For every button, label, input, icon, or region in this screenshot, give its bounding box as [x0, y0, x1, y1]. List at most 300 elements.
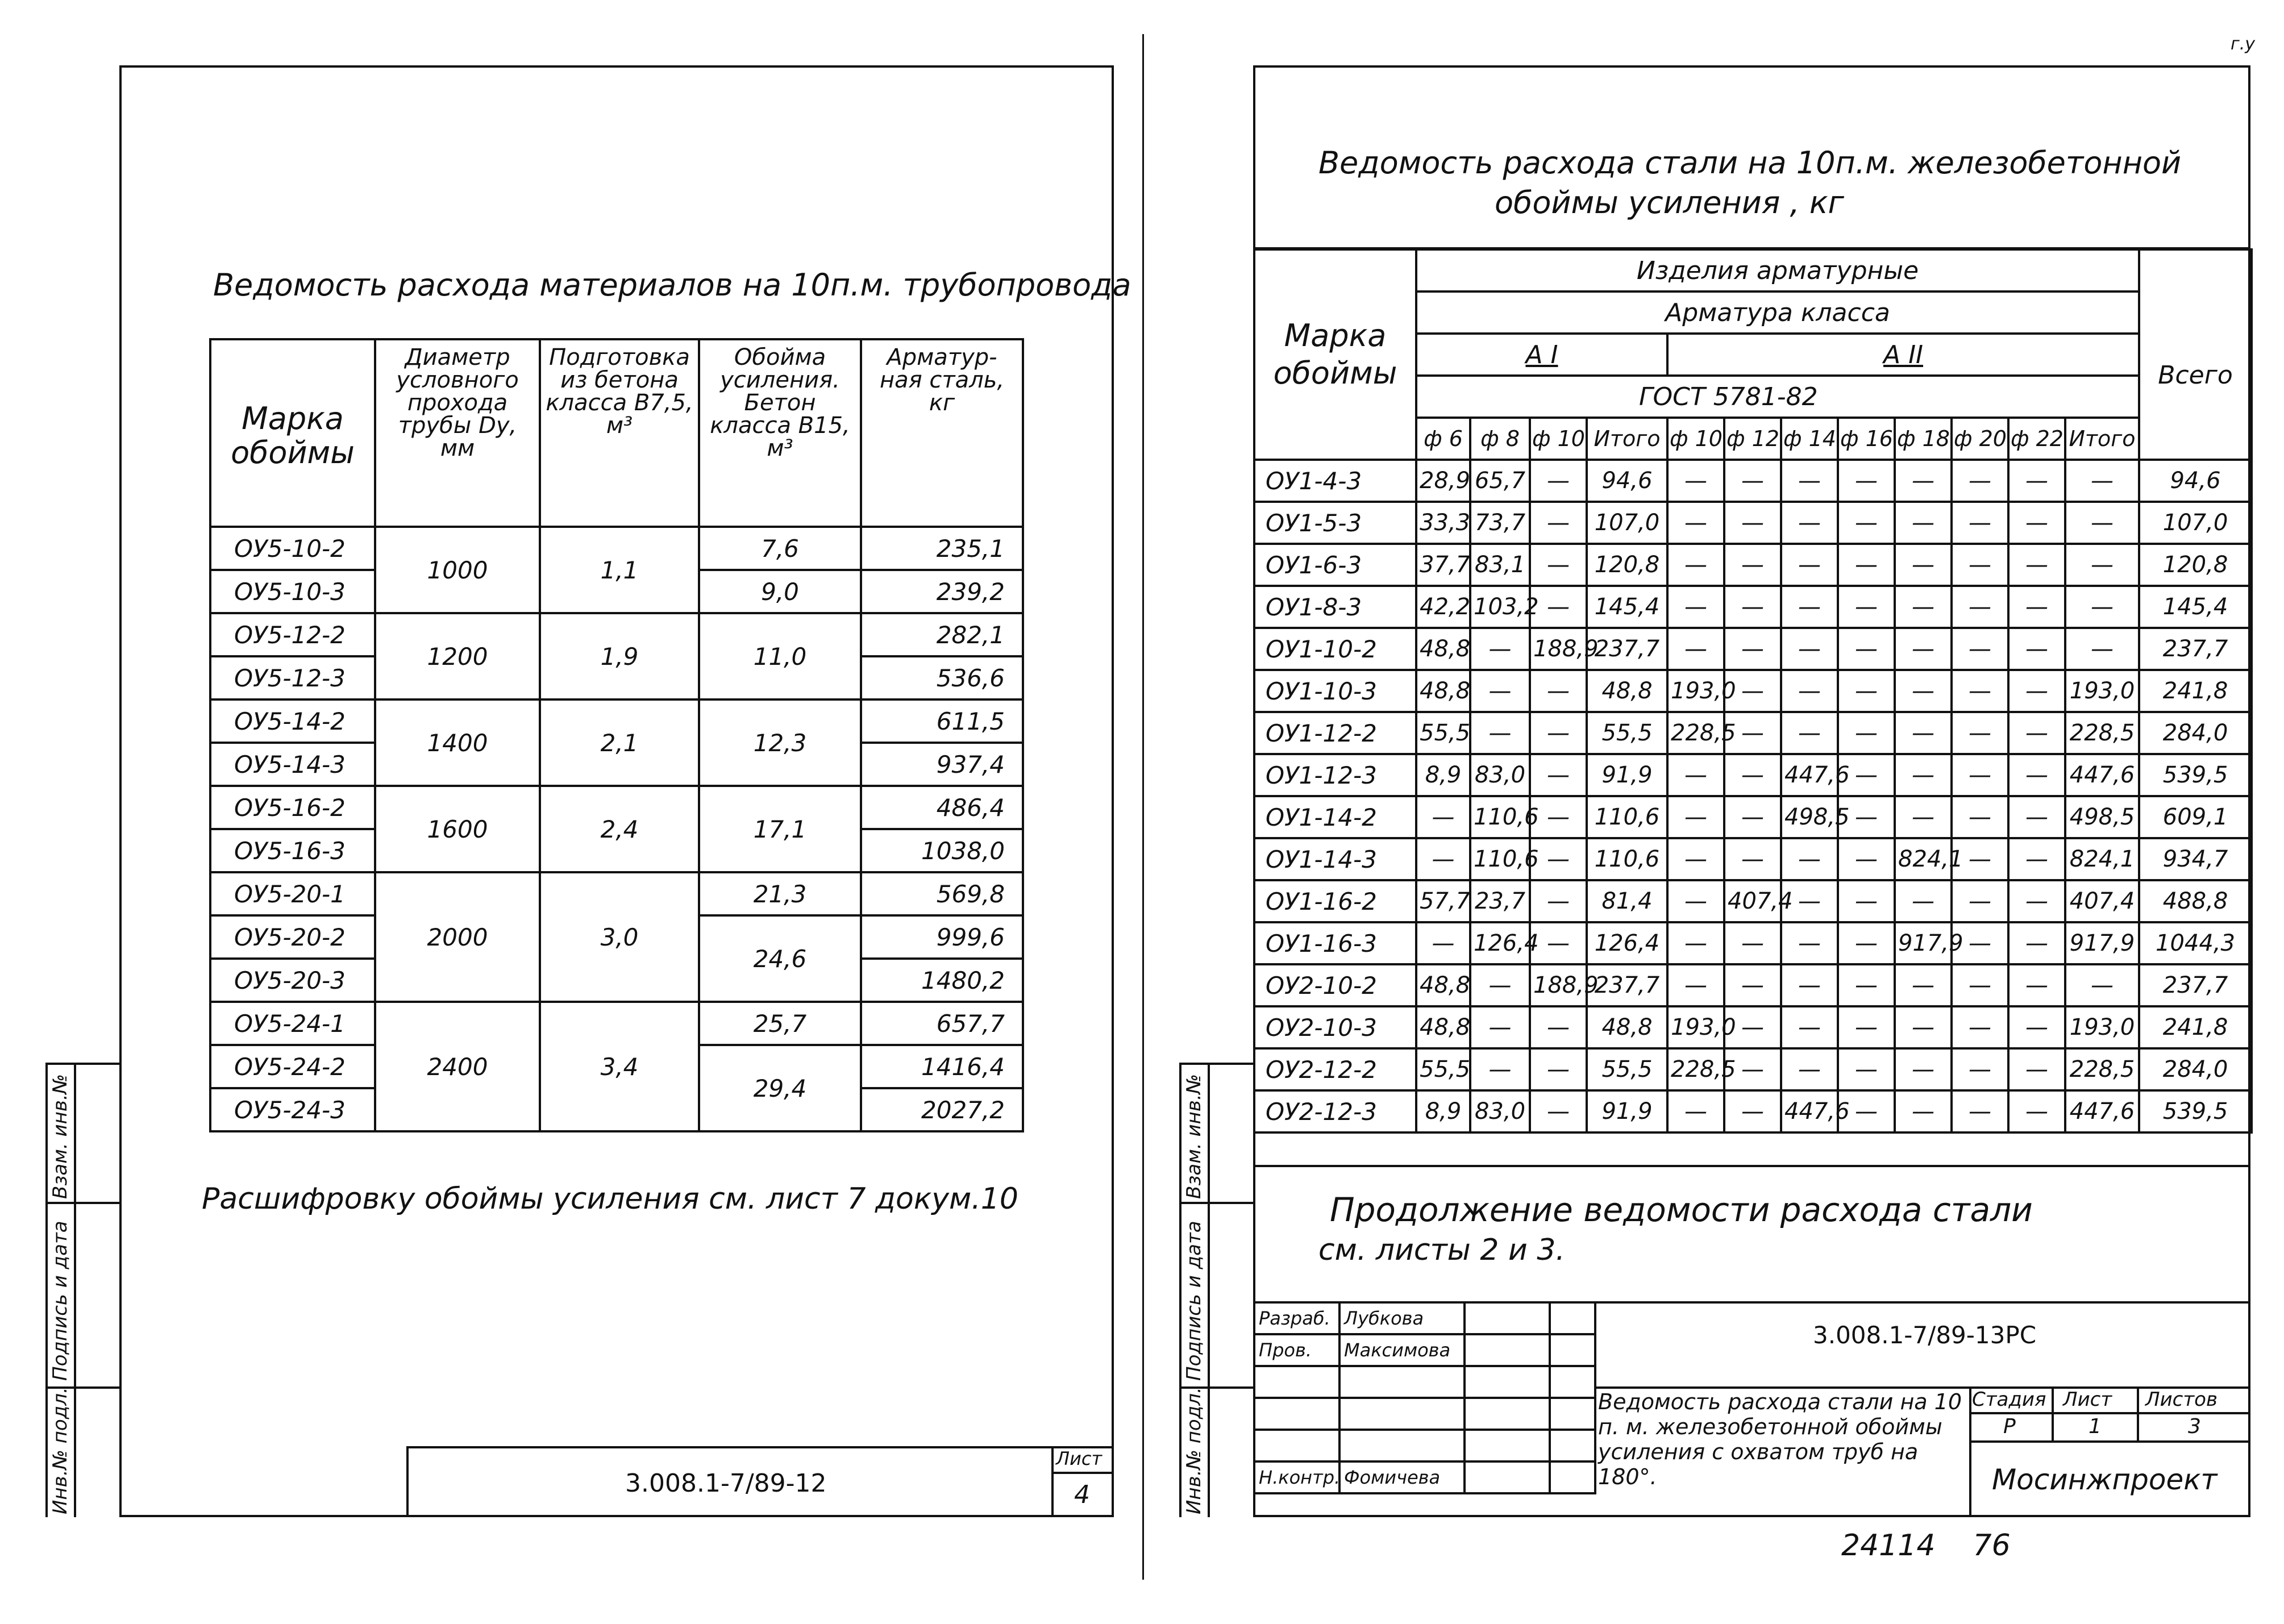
group-prep: 1,1	[540, 527, 699, 613]
row-value: —	[1470, 628, 1530, 670]
row-value: —	[1781, 460, 1838, 502]
table-row	[1254, 502, 2252, 544]
row-value: 120,8	[1587, 544, 1667, 586]
row-rebar: 657,7	[861, 1002, 1023, 1045]
row-value: —	[1781, 964, 1838, 1006]
row-value: —	[1667, 880, 1724, 922]
row-value: 110,6	[1470, 838, 1530, 880]
row-value: —	[1895, 796, 1952, 838]
group-shell: 24,6	[699, 915, 861, 1002]
right-stamp-org: Мосинжпроект	[1992, 1463, 2218, 1496]
row-value: 193,0	[1667, 1006, 1724, 1048]
row-value: —	[1470, 712, 1530, 754]
row-rebar: 282,1	[861, 613, 1023, 656]
row-value: 407,4	[2065, 880, 2139, 922]
row-value: —	[2008, 712, 2065, 754]
row-value: —	[1530, 1006, 1587, 1048]
row-value: —	[2008, 544, 2065, 586]
table-row	[1254, 712, 2252, 754]
row-value: —	[2008, 1006, 2065, 1048]
right-stamp-stage-label: Стадия	[1972, 1388, 2046, 1411]
left-stamp-sheetbox	[1051, 1446, 1054, 1517]
row-value: —	[2008, 670, 2065, 712]
right-corner-mark: г.у	[2231, 34, 2256, 54]
row-mark: ОУ2-10-2	[1254, 964, 1416, 1006]
row-value: 65,7	[1470, 460, 1530, 502]
sub-header: ф 14	[1781, 418, 1838, 460]
row-value: —	[1838, 628, 1895, 670]
row-rebar: 2027,2	[861, 1088, 1023, 1131]
group-prep: 3,4	[540, 1002, 699, 1131]
row-value: —	[1781, 712, 1838, 754]
group-prep: 2,4	[540, 786, 699, 872]
signature-mark	[1465, 1430, 1550, 1461]
row-value: —	[2065, 628, 2139, 670]
sub-header: ф 16	[1838, 418, 1895, 460]
col-header-mark: Марка обоймы	[210, 339, 375, 527]
row-value: 228,5	[2065, 712, 2139, 754]
right-stamp-col	[2052, 1386, 2054, 1440]
row-value: —	[1724, 964, 1781, 1006]
row-value: —	[2065, 460, 2139, 502]
row-value: 37,7	[1416, 544, 1470, 586]
row-value: 110,6	[1470, 796, 1530, 838]
right-stamp-code: 3.008.1-7/89-13РС	[1813, 1321, 2037, 1349]
table-row-mark: ОУ5-24-2	[210, 1045, 375, 1088]
row-value: —	[1781, 838, 1838, 880]
col-header-rebar: Арматур-ная сталь, кг	[861, 339, 1023, 527]
row-value: 48,8	[1587, 1006, 1667, 1048]
row-value: 48,8	[1416, 670, 1470, 712]
row-value: 23,7	[1470, 880, 1530, 922]
row-value: 94,6	[1587, 460, 1667, 502]
header-rebar-class: Арматура класса	[1416, 292, 2139, 334]
row-value: —	[1724, 1090, 1781, 1132]
signature-date	[1550, 1461, 1595, 1493]
row-mark: ОУ1-16-3	[1254, 922, 1416, 964]
row-value: —	[1952, 964, 2008, 1006]
row-value: —	[1530, 922, 1587, 964]
row-value: —	[2065, 502, 2139, 544]
left-margin-divider	[45, 1202, 119, 1204]
left-stamp-sheetbox-divider	[1051, 1472, 1114, 1474]
right-sheet-title-2: обоймы усиления , кг	[1495, 185, 1844, 220]
table-row	[1254, 670, 2252, 712]
left-margin-divider	[74, 1063, 76, 1517]
row-value: 55,5	[1587, 712, 1667, 754]
row-value: —	[2008, 586, 2065, 628]
row-value: —	[1838, 502, 1895, 544]
right-margin-label-sign: Подпись и дата	[1183, 1221, 1205, 1381]
row-value: —	[1724, 754, 1781, 796]
table-row-mark: ОУ5-16-3	[210, 829, 375, 872]
row-value: 228,5	[2065, 1048, 2139, 1090]
signature-mark	[1465, 1461, 1550, 1493]
right-margin-line	[1179, 1063, 1181, 1517]
table-row	[1254, 1006, 2252, 1048]
row-value: —	[1952, 796, 2008, 838]
row-value: 917,9	[1895, 922, 1952, 964]
row-value: —	[1530, 502, 1587, 544]
row-value: 57,7	[1416, 880, 1470, 922]
right-margin-divider	[1208, 1063, 1210, 1517]
row-value: 539,5	[2139, 754, 2252, 796]
row-mark: ОУ1-6-3	[1254, 544, 1416, 586]
row-value: 447,6	[2065, 754, 2139, 796]
row-value: —	[1667, 628, 1724, 670]
signature-row	[1254, 1430, 1595, 1461]
row-mark: ОУ1-12-3	[1254, 754, 1416, 796]
row-value: 83,0	[1470, 754, 1530, 796]
row-value: —	[1781, 1006, 1838, 1048]
signature-date	[1550, 1302, 1595, 1334]
row-value: —	[1724, 712, 1781, 754]
row-value: —	[1530, 1048, 1587, 1090]
group-prep: 1,9	[540, 613, 699, 699]
right-stamp-col	[2137, 1386, 2139, 1440]
row-value: 447,6	[1781, 1090, 1838, 1132]
row-value: —	[2008, 796, 2065, 838]
row-rebar: 937,4	[861, 743, 1023, 786]
row-value: 94,6	[2139, 460, 2252, 502]
signature-row	[1254, 1302, 1595, 1334]
row-value: —	[1724, 922, 1781, 964]
right-stamp-stage-row	[1969, 1412, 2250, 1414]
table-row	[1254, 880, 2252, 922]
table-row-mark: ОУ5-14-3	[210, 743, 375, 786]
row-value: 83,0	[1470, 1090, 1530, 1132]
row-value: —	[1895, 1090, 1952, 1132]
row-rebar: 239,2	[861, 570, 1023, 613]
row-value: 237,7	[2139, 628, 2252, 670]
row-value: —	[1667, 796, 1724, 838]
row-value: 103,2	[1470, 586, 1530, 628]
row-mark: ОУ2-12-3	[1254, 1090, 1416, 1132]
row-value: —	[1470, 670, 1530, 712]
row-value: —	[1667, 964, 1724, 1006]
row-value: —	[1667, 502, 1724, 544]
row-value: —	[1895, 754, 1952, 796]
row-value: —	[1895, 880, 1952, 922]
row-value: —	[2008, 838, 2065, 880]
sub-header: Итого	[2065, 418, 2139, 460]
row-value: 609,1	[2139, 796, 2252, 838]
col-header-prep: Подготовка из бетона класса В7,5, м³	[540, 339, 699, 527]
row-shell: 7,6	[699, 527, 861, 570]
row-value: —	[2008, 460, 2065, 502]
left-sheet-note: Расшифровку обоймы усиления см. лист 7 докум.10	[202, 1182, 1018, 1216]
row-value: —	[1952, 670, 2008, 712]
signature-mark	[1465, 1366, 1550, 1398]
table-row-mark: ОУ5-14-2	[210, 699, 375, 743]
table-row	[1254, 1048, 2252, 1090]
steel-table	[1253, 248, 2253, 1134]
row-value: —	[1667, 838, 1724, 880]
row-value: —	[2008, 502, 2065, 544]
left-stamp-code: 3.008.1-7/89-12	[625, 1469, 827, 1498]
left-stamp-top	[406, 1446, 1114, 1448]
row-value: —	[1838, 1090, 1895, 1132]
row-value: —	[1781, 544, 1838, 586]
row-rebar: 235,1	[861, 527, 1023, 570]
row-value: —	[1416, 796, 1470, 838]
row-value: —	[1724, 586, 1781, 628]
right-sheet-title-1: Ведомость расхода стали на 10п.м. железобетонной	[1318, 145, 2182, 181]
row-value: 934,7	[2139, 838, 2252, 880]
row-value: 193,0	[2065, 670, 2139, 712]
signature-mark	[1465, 1302, 1550, 1334]
group-shell: 11,0	[699, 613, 861, 699]
sub-header: ф 10	[1667, 418, 1724, 460]
header-class-a2: А II	[1667, 334, 2139, 376]
row-value: 8,9	[1416, 754, 1470, 796]
signature-name	[1339, 1366, 1465, 1398]
row-value: —	[1530, 670, 1587, 712]
row-value: —	[1781, 670, 1838, 712]
left-margin-label-replace: Взам. инв.№	[49, 1073, 72, 1199]
table-row-mark: ОУ5-10-3	[210, 570, 375, 613]
row-value: —	[1530, 880, 1587, 922]
header-gost: ГОСТ 5781-82	[1416, 376, 2139, 418]
row-value: —	[1416, 838, 1470, 880]
sub-header: ф 6	[1416, 418, 1470, 460]
row-value: 120,8	[2139, 544, 2252, 586]
row-value: —	[1838, 796, 1895, 838]
sub-header: Итого	[1587, 418, 1667, 460]
row-value: —	[1895, 1048, 1952, 1090]
fold-line	[1142, 34, 1144, 1580]
row-value: 107,0	[1587, 502, 1667, 544]
right-stamp-sheet-label: Лист	[2063, 1388, 2112, 1411]
row-value: 126,4	[1470, 922, 1530, 964]
row-value: 193,0	[2065, 1006, 2139, 1048]
row-value: 91,9	[1587, 1090, 1667, 1132]
row-value: 28,9	[1416, 460, 1470, 502]
row-mark: ОУ2-10-3	[1254, 1006, 1416, 1048]
row-value: 241,8	[2139, 670, 2252, 712]
row-value: —	[1952, 502, 2008, 544]
table-row-mark: ОУ5-20-1	[210, 872, 375, 915]
row-value: —	[1895, 670, 1952, 712]
row-rebar: 486,4	[861, 786, 1023, 829]
group-diameter: 2000	[375, 872, 540, 1002]
table-row-mark: ОУ5-16-2	[210, 786, 375, 829]
signature-role	[1254, 1398, 1339, 1430]
materials-table	[209, 338, 1024, 1132]
row-rebar: 569,8	[861, 872, 1023, 915]
row-value: —	[1895, 544, 1952, 586]
row-value: —	[1838, 838, 1895, 880]
row-value: —	[1724, 502, 1781, 544]
group-diameter: 2400	[375, 1002, 540, 1131]
row-value: —	[2065, 586, 2139, 628]
left-margin-label-sign: Подпись и дата	[49, 1221, 72, 1381]
row-value: —	[1838, 754, 1895, 796]
row-value: —	[1952, 1090, 2008, 1132]
row-value: 824,1	[2065, 838, 2139, 880]
row-shell: 21,3	[699, 872, 861, 915]
row-value: —	[1952, 544, 2008, 586]
header-blank	[2139, 249, 2252, 292]
signature-mark	[1465, 1398, 1550, 1430]
header-class-a1: А I	[1416, 334, 1667, 376]
row-value: 193,0	[1667, 670, 1724, 712]
table-row-mark: ОУ5-12-2	[210, 613, 375, 656]
row-mark: ОУ1-5-3	[1254, 502, 1416, 544]
row-value: 237,7	[1587, 964, 1667, 1006]
row-rebar: 1480,2	[861, 959, 1023, 1002]
row-value: —	[1838, 964, 1895, 1006]
row-shell: 9,0	[699, 570, 861, 613]
row-value: —	[1530, 1090, 1587, 1132]
row-value: —	[1895, 460, 1952, 502]
row-value: 126,4	[1587, 922, 1667, 964]
row-value: —	[1724, 628, 1781, 670]
row-value: —	[2065, 964, 2139, 1006]
row-value: —	[1667, 922, 1724, 964]
row-value: —	[1530, 754, 1587, 796]
right-stamp-stage: Р	[2003, 1415, 2016, 1438]
row-value: —	[1952, 880, 2008, 922]
row-value: 284,0	[2139, 712, 2252, 754]
row-value: —	[1952, 628, 2008, 670]
row-value: —	[1530, 544, 1587, 586]
row-value: —	[1838, 712, 1895, 754]
row-value: —	[1781, 628, 1838, 670]
row-value: 237,7	[1587, 628, 1667, 670]
table-row-mark: ОУ5-20-3	[210, 959, 375, 1002]
row-mark: ОУ1-16-2	[1254, 880, 1416, 922]
table-row-mark: ОУ5-10-2	[210, 527, 375, 570]
row-value: —	[2008, 754, 2065, 796]
left-stamp-sheet-no: 4	[1074, 1480, 1090, 1509]
row-value: —	[1667, 754, 1724, 796]
row-value: —	[1952, 586, 2008, 628]
signatures-table	[1253, 1301, 1596, 1494]
signature-role	[1254, 1366, 1339, 1398]
row-mark: ОУ1-14-2	[1254, 796, 1416, 838]
row-value: —	[1838, 460, 1895, 502]
row-value: 188,9	[1530, 964, 1587, 1006]
row-value: —	[2065, 544, 2139, 586]
signature-name	[1339, 1398, 1465, 1430]
row-value: —	[1724, 1006, 1781, 1048]
right-margin-divider	[1179, 1202, 1253, 1204]
row-value: 55,5	[1416, 712, 1470, 754]
row-value: 42,2	[1416, 586, 1470, 628]
row-value: —	[2008, 628, 2065, 670]
row-value: 498,5	[2065, 796, 2139, 838]
signature-name: Максимова	[1339, 1334, 1465, 1366]
row-value: 8,9	[1416, 1090, 1470, 1132]
row-value: 145,4	[2139, 586, 2252, 628]
table-row-mark: ОУ5-20-2	[210, 915, 375, 959]
row-value: —	[1416, 922, 1470, 964]
row-value: —	[1838, 586, 1895, 628]
row-value: —	[1838, 1048, 1895, 1090]
row-value: —	[1952, 1006, 2008, 1048]
row-rebar: 1038,0	[861, 829, 1023, 872]
col-header-shell: Обойма усиления. Бетон класса В15, м³	[699, 339, 861, 527]
row-value: 48,8	[1587, 670, 1667, 712]
row-value: —	[2008, 880, 2065, 922]
row-value: 228,5	[1667, 1048, 1724, 1090]
row-value: 498,5	[1781, 796, 1838, 838]
row-value: —	[1838, 1006, 1895, 1048]
row-value: —	[1952, 838, 2008, 880]
row-value: 73,7	[1470, 502, 1530, 544]
row-value: 488,8	[2139, 880, 2252, 922]
sub-header: ф 12	[1724, 418, 1781, 460]
col-header-diameter: Диаметр условного прохода трубы Dу, мм	[375, 339, 540, 527]
row-value: —	[1667, 586, 1724, 628]
signature-mark	[1465, 1334, 1550, 1366]
row-value: —	[2008, 1090, 2065, 1132]
group-shell: 12,3	[699, 699, 861, 786]
row-value: —	[1724, 796, 1781, 838]
row-value: 48,8	[1416, 1006, 1470, 1048]
table-row	[1254, 754, 2252, 796]
right-margin-label-inv: Инв.№ подл.	[1183, 1387, 1205, 1514]
sub-header: ф 8	[1470, 418, 1530, 460]
table-row	[1254, 838, 2252, 880]
group-shell: 29,4	[699, 1045, 861, 1131]
row-value: —	[1724, 838, 1781, 880]
row-value: 107,0	[2139, 502, 2252, 544]
row-value: —	[2008, 922, 2065, 964]
row-value: 48,8	[1416, 964, 1470, 1006]
signature-row	[1254, 1366, 1595, 1398]
row-value: —	[1667, 460, 1724, 502]
row-value: —	[1895, 628, 1952, 670]
row-value: —	[1952, 922, 2008, 964]
left-stamp-sheet-label: Лист	[1056, 1448, 1103, 1469]
right-note-divider	[1253, 1165, 2250, 1167]
group-prep: 2,1	[540, 699, 699, 786]
row-value: 447,6	[1781, 754, 1838, 796]
table-row	[1254, 544, 2252, 586]
right-margin-label-replace: Взам. инв.№	[1183, 1073, 1205, 1199]
row-mark: ОУ1-10-2	[1254, 628, 1416, 670]
left-margin-label-inv: Инв.№ подл.	[49, 1387, 72, 1514]
left-margin-divider	[45, 1063, 119, 1065]
row-value: 48,8	[1416, 628, 1470, 670]
table-row	[1254, 796, 2252, 838]
right-margin-divider	[1179, 1063, 1253, 1065]
left-sheet-title: Ведомость расхода материалов на 10п.м. трубопровода	[213, 267, 1131, 303]
row-value: —	[1952, 1048, 2008, 1090]
row-value: —	[1838, 670, 1895, 712]
row-value: —	[1470, 964, 1530, 1006]
row-mark: ОУ1-10-3	[1254, 670, 1416, 712]
row-value: —	[2008, 964, 2065, 1006]
signature-row	[1254, 1461, 1595, 1493]
right-stamp-stage-row2	[1969, 1440, 2250, 1443]
row-value: —	[1781, 1048, 1838, 1090]
row-value: —	[1952, 460, 2008, 502]
row-value: —	[1530, 838, 1587, 880]
row-mark: ОУ1-8-3	[1254, 586, 1416, 628]
row-value: 284,0	[2139, 1048, 2252, 1090]
row-value: —	[1895, 586, 1952, 628]
group-prep: 3,0	[540, 872, 699, 1002]
right-note-line-1: Продолжение ведомости расхода стали	[1330, 1190, 2033, 1229]
row-value: —	[1470, 1048, 1530, 1090]
right-stamp-description: Ведомость расхода стали на 10 п. м. железобетонной обоймы усиления с охватом труб на 180°.	[1598, 1389, 1962, 1489]
row-rebar: 999,6	[861, 915, 1023, 959]
row-value: —	[1895, 1006, 1952, 1048]
row-value: 55,5	[1416, 1048, 1470, 1090]
